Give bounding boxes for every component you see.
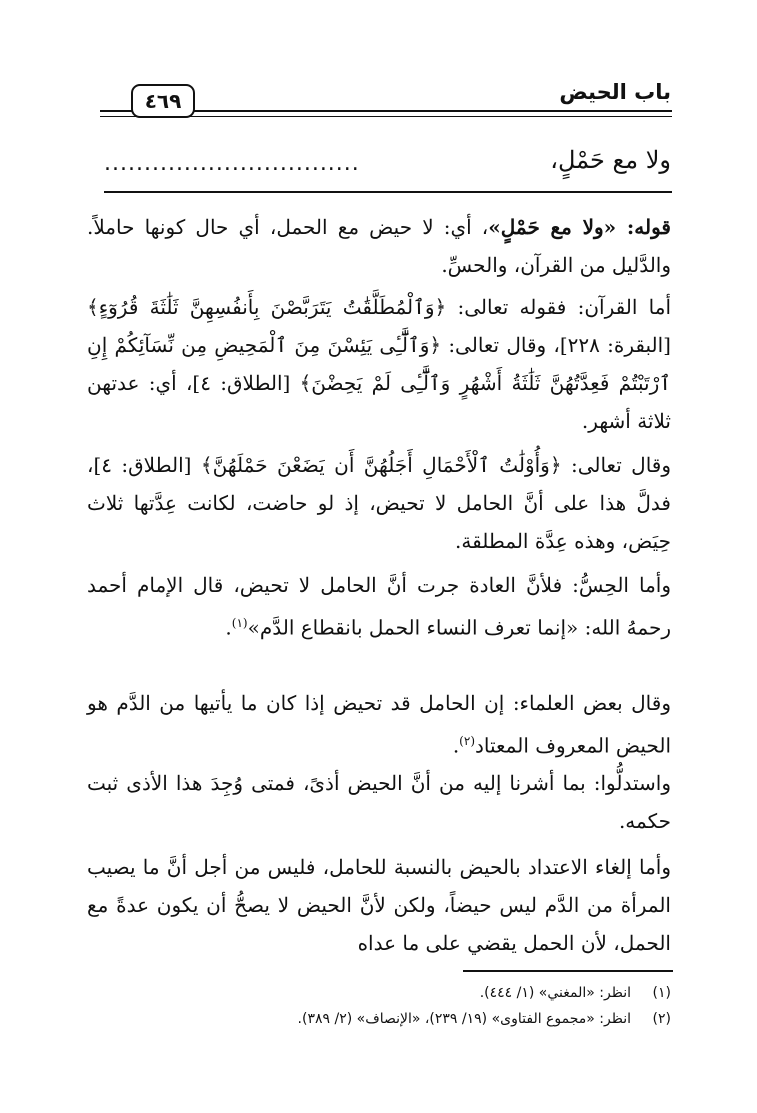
paragraph-text: وأما الحِسُّ: فلأنَّ العادة جرت أنَّ الحامل لا تحيض، قال الإمام أحمد رحمهُ الله: «إنما تعرف النساء الحمل بانقطاع الدَّم» [87, 573, 671, 640]
paragraph-5 [87, 684, 671, 765]
footnote-divider [463, 970, 673, 972]
matn-text: ولا مع حَمْلٍ، [550, 146, 671, 174]
paragraph-7 [87, 848, 671, 962]
footnote-item [87, 980, 671, 1006]
paragraph-tail: . [225, 615, 232, 640]
footnote-number: (١) [652, 985, 671, 1001]
footnote-item [87, 1006, 671, 1032]
footnotes [87, 980, 671, 1032]
chapter-title: باب الحيض [559, 80, 671, 104]
matn-dots: ................................ [104, 151, 360, 176]
paragraph-text: وقال تعالى: ﴿وَأُوْلَٰتُ ٱلْأَحْمَالِ أَجَلُهُنَّ أَن يَضَعْنَ حَمْلَهُنَّ﴾ [الطلاق: ٤]، فدلَّ هذا على أنَّ الحامل لا تحيض، إذ لو حاضت، لكانت عِدَّتها ثلاث حِيَض، وهذه عِدَّة المطلقة. [87, 453, 672, 553]
paragraph-text: واستدلُّوا: بما أشرنا إليه من أنَّ الحيض أذىً، فمتى وُجِدَ هذا الأذى ثبت حكمه. [87, 771, 671, 833]
paragraph-text: ، أي: لا حيض مع الحمل، أي حال كونها حاملاً. والدَّليل من القرآن، والحسِّ. [87, 215, 671, 277]
paragraph-text: وأما إلغاء الاعتداد بالحيض بالنسبة للحامل، فليس من أجل أنَّ ما يصيب المرأة من الدَّم ليس حيضاً، ولكن لأنَّ الحيض لا يصحُّ أن يكون عدةً مع الحمل، لأن الحمل يقضي على ما عداه [87, 855, 671, 955]
paragraph-1 [87, 208, 671, 284]
footnote-text: انظر: «مجموع الفتاوى» (١٩/ ٢٣٩)، «الإنصاف» (٢/ ٣٨٩). [297, 1011, 631, 1027]
footnote-number: (٢) [652, 1011, 671, 1027]
paragraph-lead: قوله: «ولا مع حَمْلٍ» [488, 215, 671, 239]
footnote-ref-2[interactable]: (٢) [459, 734, 475, 748]
paragraph-tail: . [452, 733, 460, 758]
paragraph-text: وقال بعض العلماء: إن الحامل قد تحيض إذا كان ما يأتيها من الدَّم هو الحيض المعروف المعتاد [87, 691, 671, 758]
paragraph-4 [87, 566, 671, 647]
footnote-ref-1[interactable]: (١) [231, 616, 248, 630]
footnote-text: انظر: «المغني» (١/ ٤٤٤). [479, 985, 631, 1001]
paragraph-2 [87, 288, 671, 440]
paragraph-6 [87, 764, 671, 840]
paragraph-text: أما القرآن: فقوله تعالى: ﴿وَٱلْمُطَلَّقَٰتُ يَتَرَبَّصْنَ بِأَنفُسِهِنَّ ثَلَٰثَةَ قُرُوٓءٍ﴾ [البقرة: ٢٢٨]، وقال تعالى: ﴿وَٱلَّٰٓـِٔى يَئِسْنَ مِنَ ٱلْمَحِيضِ مِن نِّسَآئِكُمْ إِنِ ٱرْتَبْتُمْ فَعِدَّتُهُنَّ ثَلَٰثَةُ أَشْهُرٍ وَٱلَّٰٓـِٔى لَمْ يَحِضْنَ﴾ [الطلاق: ٤]، أي: عدتهن ثلاثة أشهر. [87, 295, 671, 433]
paragraph-3 [87, 446, 671, 560]
page-number: ٤٦٩ [131, 84, 195, 118]
matn-divider [104, 191, 672, 193]
